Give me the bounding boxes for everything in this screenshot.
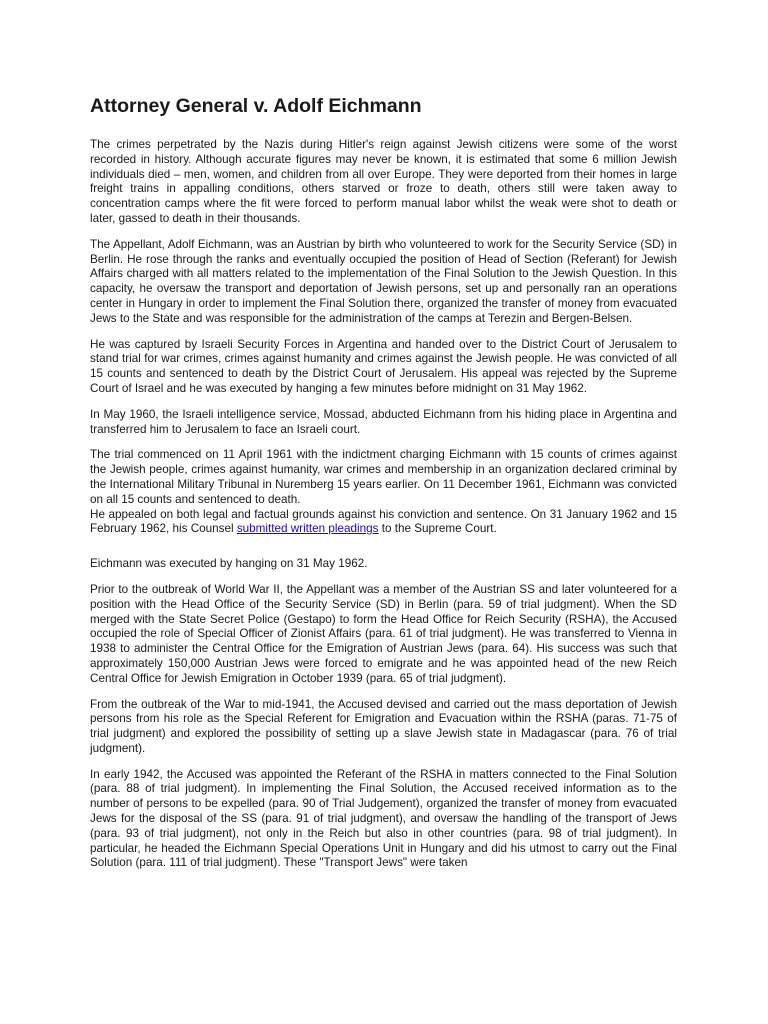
paragraph-final-solution: In early 1942, the Accused was appointed the Referant of the RSHA in matters connected to the Final Solution (para. 88 of trial judgment). In implementing the Final Solution, the Accused received information as to the number of persons to be expelled (para. 90 of Trial Judgement), organized the transfer of money from evacuated Jews for the disposal of the SS (para. 91 of trial judgment), and oversaw the handling of the transport of Jews (para. 93 of trial judgment), not only in the Reich but also in other countries (para. 98 of trial judgment). In particular, he headed the Eichmann Special Operations Unit in Hungary and did his utmost to carry out the Final Solution (para. 111 of trial judgment). These "Transport Jews" were taken xyxy=(90,767,677,870)
appeal-text-after: to the Supreme Court. xyxy=(378,522,497,536)
paragraph-capture: He was captured by Israeli Security Forces in Argentina and handed over to the District Court of Jerusalem to stand trial for war crimes, crimes against humanity and crimes against the Jewish people. He was convicted of all 15 counts and sentenced to death by the District Court of Jerusalem. His appeal was rejected by the Supreme Court of Israel and he was executed by hanging a few minutes before midnight on 31 May 1962. xyxy=(90,337,677,395)
paragraph-appeal xyxy=(90,508,677,538)
document-page xyxy=(90,94,677,882)
paragraph-intro: The crimes perpetrated by the Nazis during Hitler's reign against Jewish citizens were some of the worst recorded in history. Although accurate figures may never be known, it is estimated that some 6 million Jewish individuals died – men, women, and children from all over Europe. They were deported from their homes in large freight trains in appalling conditions, others starved or froze to death, others still were taken away to concentration camps where the fit were forced to perform manual labor whilst the weak were shot to death or later, gassed to death in their thousands. xyxy=(90,138,677,225)
paragraph-trial: The trial commenced on 11 April 1961 with the indictment charging Eichmann with 15 counts of crimes against the Jewish people, crimes against humanity, war crimes and membership in an organization declared criminal by the International Military Tribunal in Nuremberg 15 years earlier. On 11 December 1961, Eichmann was convicted on all 15 counts and sentenced to death. xyxy=(90,448,677,506)
written-pleadings-link[interactable]: submitted written pleadings xyxy=(236,522,379,536)
paragraph-appellant: The Appellant, Adolf Eichmann, was an Austrian by birth who volunteered to work for the Security Service (SD) in Berlin. He rose through the ranks and eventually occupied the position of Head of Section (Referant) for Jewish Affairs charged with all matters related to the implementation of the Final Solution to the Jewish Question. In this capacity, he oversaw the transport and deportation of Jewish persons, set up and personally ran an operations center in Hungary in order to implement the Final Solution there, organized the transfer of money from evacuated Jews to the State and was responsible for the administration of the camps at Terezin and Bergen-Belsen. xyxy=(90,237,677,325)
paragraph-abduction: In May 1960, the Israeli intelligence service, Mossad, abducted Eichmann from his hiding place in Argentina and transferred him to Jerusalem to face an Israeli court. xyxy=(90,407,677,436)
paragraph-deportation: From the outbreak of the War to mid-1941, the Accused devised and carried out the mass deportation of Jewish persons from his role as the Special Referent for Emigration and Evacuation within the RSHA (paras. 71-75 of trial judgment) and explored the possibility of setting up a slave Jewish state in Madagascar (para. 76 of trial judgment). xyxy=(90,697,677,755)
paragraph-execution: Eichmann was executed by hanging on 31 May 1962. xyxy=(90,557,368,571)
paragraph-prewar: Prior to the outbreak of World War II, the Appellant was a member of the Austrian SS and later volunteered for a position with the Head Office of the Security Service (SD) in Berlin (para. 59 of trial judgment). When the SD merged with the State Secret Police (Gestapo) to form the Head Office for Reich Security (RSHA), the Accused occupied the role of Special Officer of Zionist Affairs (para. 61 of trial judgment). He was transferred to Vienna in 1938 to administer the Central Office for the Emigration of Austrian Jews (para. 64). His success was such that approximately 150,000 Austrian Jews were forced to emigrate and he was appointed head of the new Reich Central Office for Jewish Emigration in October 1939 (para. 65 of trial judgment). xyxy=(90,582,677,685)
appeal-text-before: He appealed on both legal and factual grounds against his conviction and sentence. On 31 January 1962 and 15 February 1962, his Counsel xyxy=(90,507,677,536)
document-title: Attorney General v. Adolf Eichmann xyxy=(90,95,422,117)
